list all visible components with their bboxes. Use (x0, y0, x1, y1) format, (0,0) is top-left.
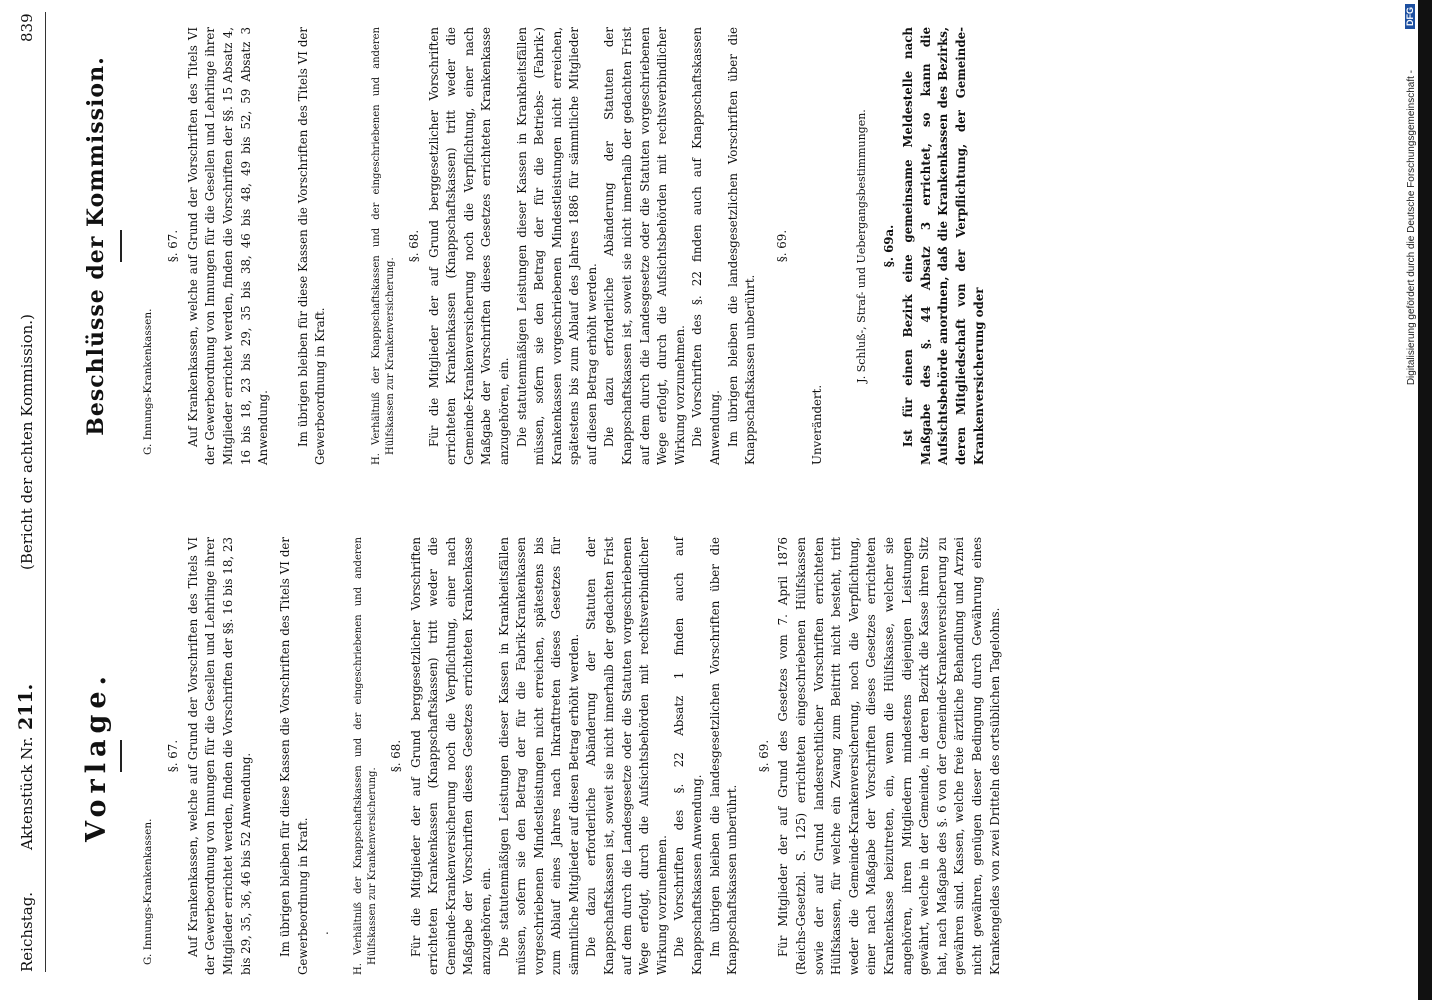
paragraph-67-rest-right: Im übrigen bleiben für diese Kassen die Vorschriften des Titels VI der Gewerbeordnung in Kraft. (295, 27, 328, 465)
paragraph-68-text-3-right: Die dazu erforderliche Abänderung der Statuten der Knappschaftskassen ist, soweit sie nicht innerhalb der gedachten Frist auf dem durch die Landesgesetze oder die Statuten vorgeschriebenen Wege erfolgt, durch die Aufsichtsbehörden mit rechtsverbindlicher Wirkung vorzunehmen. (602, 27, 687, 465)
paragraph-69a-text: Ist für einen Bezirk eine gemeinsame Meldestelle nach Maßgabe des §. 44 Absatz 3 errichtet, so kann die Aufsichtsbehörde anordnen, daß die Krankenkassen des Bezirks, deren Mitgliedschaft von der Verpflichtung, der Gemeinde-Krankenversicherung oder (901, 27, 986, 465)
dot-mark: . (317, 931, 332, 935)
title-rule-right (120, 230, 122, 262)
header-bericht: (Bericht der achten Kommission.) (18, 314, 36, 570)
paragraph-69-text: Für Mitglieder der auf Grund des Gesetzes vom 7. April 1876 (Reichs-Gesetzbl. S. 125) errichteten eingeschriebenen Hülfskassen sowie der auf Grund landesrechtlicher Vorschriften errichteten Hülfskassen, für welche ein Zwang zum Beitritt nicht besteht, tritt weder die Gemeinde-Krankenversicherung, noch die Verpflichtung, einer nach Maßgabe der Vorschriften dieses Gesetzes errichteten Krankenkasse beizutreten, ein, wenn die Hülfskasse, welcher sie angehören, ihren Mitgliedern mindestens diejenigen Leistungen gewährt, welche in der Gemeinde, in deren Bezirk die Kasse ihren Sitz hat, nach Maßgabe des §. 6 von der Gemeinde-Krankenversicherung zu gewähren sind. Kassen, welche freie ärztliche Behandlung und Arznei nicht gewähren, genügen dieser Bedingung durch Gewährung eines Krankengeldes von zwei Dritteln des ortsüblichen Tagelohns. (776, 537, 1002, 975)
paragraph-67-rest: Im übrigen bleiben für diese Kassen die Vorschriften des Titels VI der Gewerbeordnung in Kraft. (278, 537, 310, 975)
paragraph-68-text-5-right: Im übrigen bleiben die landesgesetzlichen Vorschriften über die Knappschaftskassen unberührt. (725, 27, 758, 465)
paragraph-68-text-4: Die Vorschriften des §. 22 Absatz 1 finden auch auf Knappschaftskassen Anwendung. (672, 537, 705, 975)
header-rule (45, 12, 46, 972)
paragraph-68-text-3: Die dazu erforderliche Abänderung der Statuten der Knappschaftskassen ist, soweit sie nicht innerhalb der gedachten Frist auf dem durch die Landesgesetze oder die Statuten vorgeschriebenen Wege erfolgt, durch die Aufsichtsbehörden mit rechtsverbindlicher Wirkung vorzunehmen. (584, 537, 669, 975)
dfg-logo: DFG (1405, 4, 1415, 29)
digitization-credit (1392, 0, 1420, 1000)
paragraph-67-text-right: Auf Krankenkassen, welche auf Grund der Vorschriften des Titels VI der Gewerbeordnung von Innungen für die Gesellen und Lehrlinge ihrer Mitglieder errichtet werden, finden die Vorschriften der §§. 15 Absatz 4, 16 bis 18, 23 bis 29, 35 bis 38, 46 bis 48, 49 bis 52, 59 Absatz 3 Anwendung. (185, 27, 271, 465)
page-number: 839 (18, 13, 36, 42)
paragraph-67-text: Auf Krankenkassen, welche auf Grund der Vorschriften des Titels VI der Gewerbeordnung von Innungen für die Gesellen und Lehrlinge ihrer Mitglieder errichtet werden, finden die Vorschriften der §§. 16 bis 18, 23 bis 29, 35, 36, 46 bis 52 Anwendung. (185, 537, 253, 975)
scan-edge (1418, 0, 1432, 1000)
section-h-heading-right: H. Verhältniß der Knappschaftskassen und der eingeschriebenen und anderen Hülfskassen zur Krankenversicherung. (370, 27, 396, 465)
paragraph-68-text-5: Im übrigen bleiben die landesgesetzlichen Vorschriften über die Knappschaftskassen unberührt. (707, 537, 740, 975)
paragraph-69-number: §. 69. (756, 739, 771, 773)
paragraph-68-text-2-right: Die statutenmäßigen Leistungen dieser Kassen in Krankheitsfällen müssen, sofern sie den Betrag der für die Betriebs- (Fabrik-) Krankenkassen vorgeschriebenen Mindestleistungen nicht erreichen, spätestens bis zum Ablauf des Jahres 1886 für sämmtliche Mitglieder auf diesen Betrag erhöht werden. (514, 27, 599, 465)
paragraph-67-number-right: §. 67. (166, 229, 181, 263)
paragraph-68-text-2: Die statutenmäßigen Leistungen dieser Kassen in Krankheitsfällen müssen, sofern sie den Betrag der für die Fabrik-Krankenkassen vorgeschriebenen Mindestleistungen nicht erreichen, spätestens bis zum Ablauf eines Jahres nach Inkrafttreten dieses Gesetzes für sämmtliche Mitglieder auf diesen Betrag erhöht werden. (496, 537, 581, 975)
paragraph-68-text-1: Für die Mitglieder der auf Grund berggesetzlicher Vorschriften errichteten Krankenkassen (Knappschaftskassen) tritt weder die Gemeinde-Krankenversicherung noch die Verpflichtung, einer nach Maßgabe der Vorschriften dieses Gesetzes errichteten Krankenkasse anzugehören, ein. (408, 537, 493, 975)
paragraph-68-number: §. 68. (388, 739, 403, 773)
paragraph-68-text-4-right: Die Vorschriften des §. 22 finden auch auf Knappschaftskassen Anwendung. (690, 27, 723, 465)
paragraph-68-text-1-right: Für die Mitglieder der auf Grund berggesetzlicher Vorschriften errichteten Krankenkassen (Knappschaftskassen) tritt weder die Gemeinde-Krankenversicherung noch die Verpflichtung, einer nach Maßgabe der Vorschriften dieses Gesetzes errichteten Krankenkasse anzugehören, ein. (426, 27, 511, 465)
paragraph-68-number-right: §. 68. (406, 229, 421, 263)
beschluesse-title: Beschlüsse der Kommission. (83, 56, 109, 436)
section-j-heading: J. Schluß-, Straf- und Uebergangsbestimmungen. (855, 109, 868, 383)
paragraph-69-unchanged: Unverändert. (810, 384, 825, 465)
page-header (15, 0, 44, 1000)
section-g-heading: G. Innungs-Krankenkassen. (141, 818, 154, 965)
title-rule (120, 740, 122, 772)
column-beschluesse (62, 27, 1137, 465)
header-number: 211. (15, 683, 37, 730)
paragraph-69-number-right: §. 69. (774, 229, 789, 263)
vorlage-title: Vorlage. (81, 670, 112, 842)
digitization-note: Digitalisierung gefördert durch die Deutsche Forschungsgemeinschaft - (1406, 70, 1417, 386)
header-reichstag: Reichstag. (18, 891, 36, 972)
paragraph-67-number: §. 67. (166, 739, 181, 773)
section-h-heading: H. Verhältniß der Knappschaftskassen und der eingeschriebenen und anderen Hülfskassen zur Krankenversicherung. (352, 537, 378, 975)
header-aktenstueck: Aktenstück Nr. (18, 736, 36, 850)
section-g-heading-right: G. Innungs-Krankenkassen. (141, 308, 154, 455)
paragraph-69a-number: §. 69a. (881, 224, 896, 268)
column-vorlage (62, 537, 1137, 975)
